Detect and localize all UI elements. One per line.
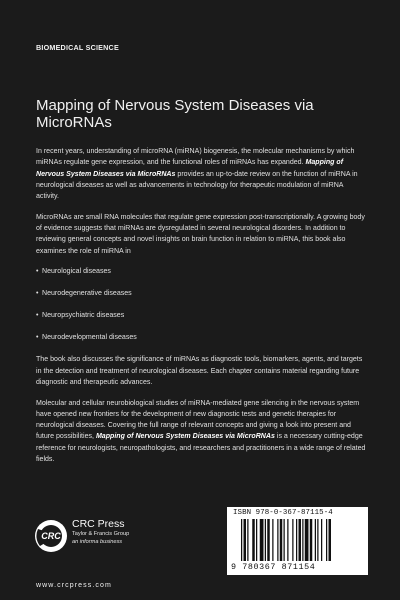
isbn-number: ISBN 978-0-367-87115-4 (233, 509, 333, 517)
publisher-business: an informa business (72, 539, 123, 545)
book-title-emphasis: Mapping of Nervous System Diseases via MicroRNAs (95, 433, 275, 441)
category-label: BIOMEDICAL SCIENCE (36, 43, 119, 52)
publisher-name: CRC Press (72, 518, 125, 530)
paragraph-4: Molecular and cellular neurobiological studies of miRNA-mediated gene silencing in the nervous system have opened new frontiers for the development of new diagnostic tests and genetic therapies for neurological diseases. Covering the full range of relevant concepts and giving a look into present and future possibilities, Mapping of Nervous System Diseases via MicroRNAs is a necessary cutting-edge reference for neurologists, neuropathologists, and researchers and practitioners in a wide range of related fields. (36, 399, 366, 463)
publisher-url: www.crcpress.com (36, 582, 112, 589)
crc-press-logo-icon (34, 519, 68, 553)
description (36, 146, 368, 474)
disease-list (36, 266, 368, 344)
publisher-block (34, 512, 174, 572)
book-title: Mapping of Nervous System Diseases via MicroRNAs (36, 97, 314, 131)
isbn-barcode (227, 507, 368, 575)
publisher-group: Taylor & Francis Group (72, 531, 130, 537)
barcode-digits: 9 780367 871154 (231, 562, 316, 572)
paragraph-3: The book also discusses the significance of miRNAs as diagnostic tools, biomarkers, agents, and targets in the detection and treatment of neurological diseases. Each chapter contains material regarding future diagnostic and therapeutic advances. (36, 356, 363, 387)
paragraph-2: MicroRNAs are small RNA molecules that regulate gene expression post-transcriptionally. A growing body of evidence suggests that miRNAs are dysregulated in several neurological disorders. In addition to reviewing general concepts and novel insights on brain function in relation to miRNA, this book also examines the role of miRNA in (36, 213, 365, 255)
list-item: • Neurodevelopmental diseases (36, 332, 368, 343)
list-item: • Neurological diseases (36, 266, 368, 277)
barcode-bars-icon (241, 519, 363, 561)
svg-text:CRC: CRC (41, 531, 61, 541)
paragraph-1: In recent years, understanding of microRNA (miRNA) biogenesis, the molecular mechanisms by which miRNAs regulate gene expression, and the functional roles of miRNAs has expanded. Mapping of Nervous System Diseases via MicroRNAs provides an up-to-date review on the function of miRNA in neurological diseases as well as advancements in technology for therapeutic modulation of miRNA activity. (36, 148, 358, 201)
list-item: • Neurodegenerative diseases (36, 288, 368, 299)
book-title-emphasis: Mapping of Nervous System Diseases via MicroRNAs (36, 159, 344, 178)
list-item: • Neuropsychiatric diseases (36, 310, 368, 321)
